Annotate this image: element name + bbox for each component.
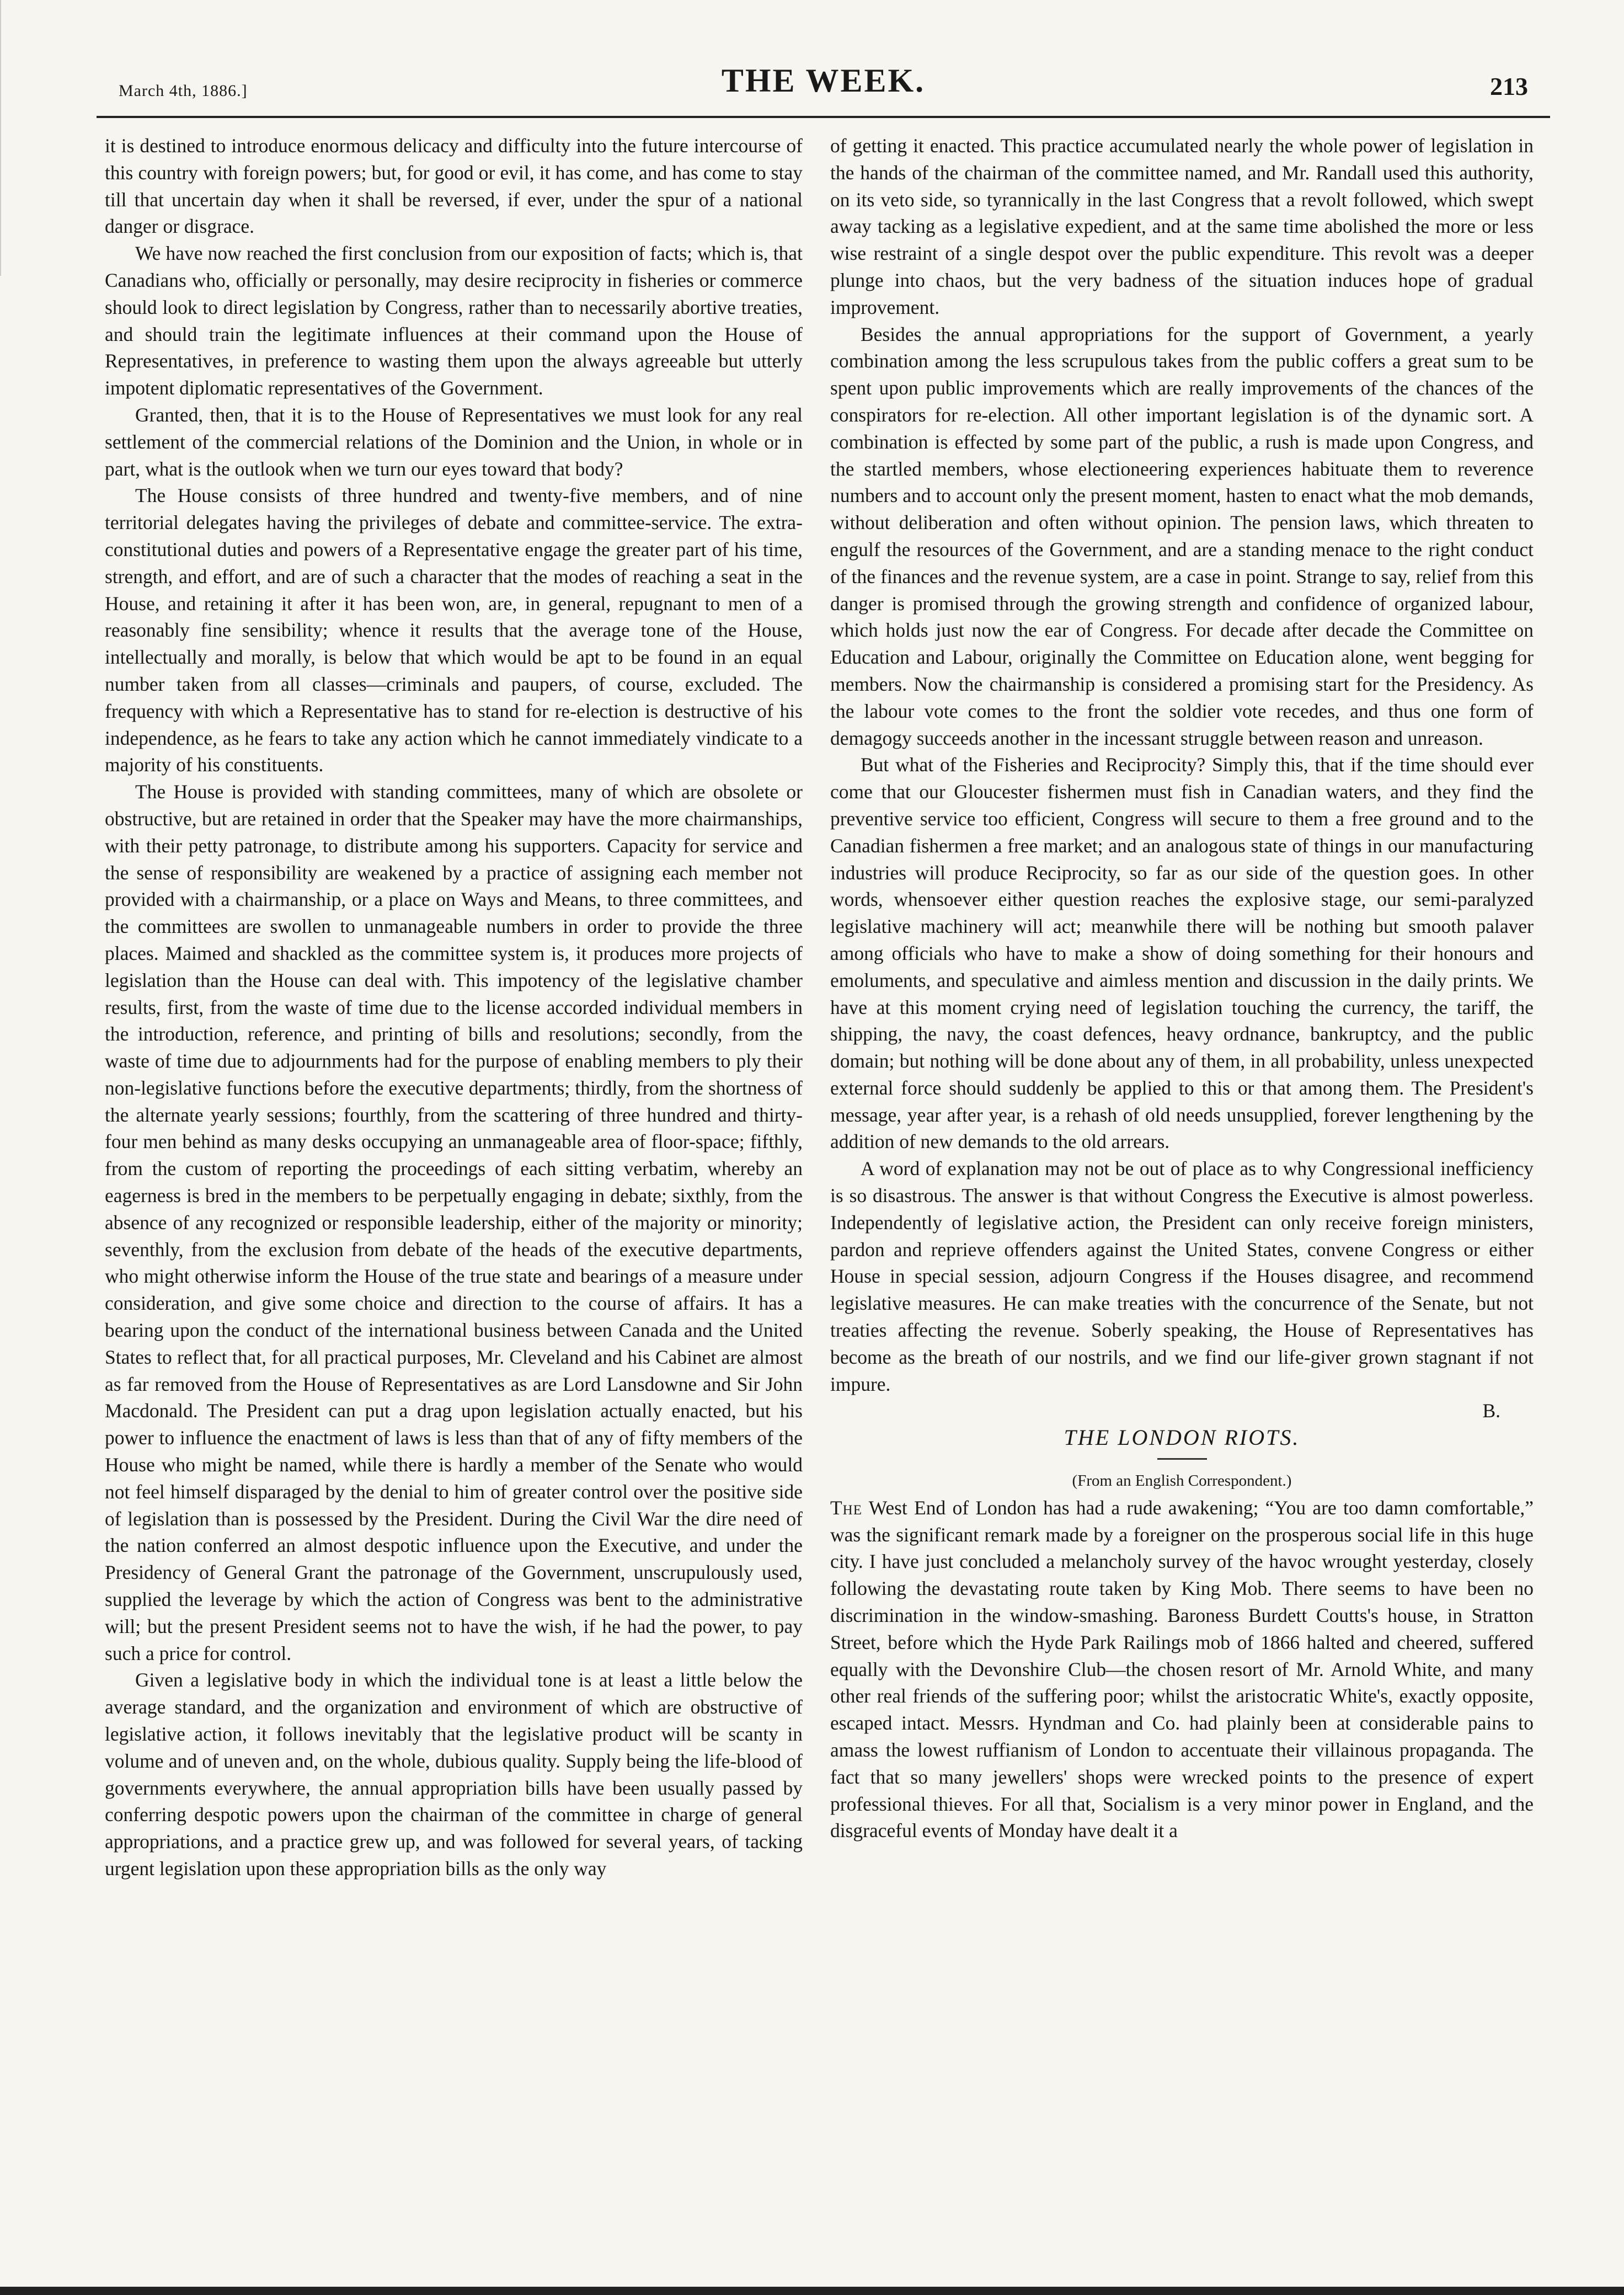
header-rule <box>97 116 1550 118</box>
lead-word: The <box>830 1496 863 1519</box>
paragraph: of getting it enacted. This practice accumulated nearly the whole power of legislation in the hands of the chairman of the committee named, and Mr. Randall used this authority, on its veto side, so tyrannically in the last Congress that a revolt followed, which swept away tacking as a legislative expedient, and at the same time abolished the more or less wise restraint of a single despot over the public expenditure. This revolt was a deeper plunge into chaos, but the very badness of the situation induces hope of gradual improvement. <box>830 135 1534 318</box>
right-column <box>830 132 1534 1844</box>
paragraph: The House consists of three hundred and twenty-five members, and of nine territorial delegates having the privileges of debate and committee-service. The extra-constitutional duties and powers of a Representative engage the greater part of his time, strength, and effort, and are of such a character that the modes of reaching a seat in the House, and retaining it after it has been won, are, in general, repugnant to men of a reasonably fine sensibility; whence it results that the average tone of the House, intellectually and morally, is below that which would be apt to be found in an equal number taken from all classes—criminals and paupers, of course, excluded. The frequency with which a Representative has to stand for re-election is destructive of his independence, as he fears to take any action which he cannot immediately vindicate to a majority of his constituents. <box>105 484 803 776</box>
article-title: THE LONDON RIOTS. <box>1064 1425 1300 1450</box>
paragraph: The House is provided with standing committees, many of which are obsolete or obstructive, but are retained in order that the Speaker may have the more chairmanships, with their petty patronage, to distribute among his supporters. Capacity for service and the sense of responsibility are weakened by a practice of assigning each member not provided with a chairmanship, or a place on Ways and Means, to three committees, and the committees are swollen to unmanageable numbers in order to provide the three places. Maimed and shackled as the committee system is, it produces more projects of legislation than the House can deal with. This impotency of the legislative chamber results, first, from the waste of time due to the license accorded individual members in the introduction, reference, and printing of bills and resolutions; secondly, from the waste of time due to adjournments had for the purpose of enabling members to ply their non-legislative functions before the executive departments; thirdly, from the shortness of the alternate yearly sessions; fourthly, from the scattering of three hundred and thirty-four men behind as many desks occupying an unmanageable area of floor-space; fifthly, from the custom of reporting the proceedings of each sitting verbatim, whereby an eagerness is bred in the members to be perpetually engaging in debate; sixthly, from the absence of any recognized or responsible leadership, either of the majority or minority; seventhly, from the exclusion from debate of the heads of the executive departments, who might otherwise inform the House of the true state and bearings of a measure under consideration, and give some choice and direction to the course of affairs. It has a bearing upon the conduct of the international business between Canada and the United States to reflect that, for all practical purposes, Mr. Cleveland and his Cabinet are almost as far removed from the House of Representatives as are Lord Lansdowne and Sir John Macdonald. The President can put a drag upon legislation actually enacted, but his power to influence the enactment of laws is less than that of any of fifty members of the House who might be named, while there is hardly a member of the Senate who would not feel himself disparaged by the denial to him of greater control over the positive side of legislation than is possessed by the President. During the Civil War the dire need of the nation conferred an almost despotic influence upon the Executive, and under the Presidency of General Grant the patronage of the Government, unscrupulously used, supplied the leverage by which the action of Congress was bent to the administrative will; but the present President seems not to have the wish, if he had the power, to pay such a price for control. <box>105 781 803 1664</box>
page-header <box>97 61 1550 110</box>
paragraph <box>830 1495 1534 1844</box>
author-signature: B. <box>1482 1400 1500 1422</box>
bottom-edge <box>0 2287 1624 2295</box>
paragraph: it is destined to introduce enormous delicacy and difficulty into the future intercourse of this country with foreign powers; but, for good or evil, it has come, and has come to stay till that uncertain day when it shall be reversed, if ever, under the spur of a national danger or disgrace. <box>105 135 803 238</box>
publication-title: THE WEEK. <box>721 62 926 99</box>
title-rule <box>1157 1458 1207 1460</box>
page-number: 213 <box>1490 72 1528 100</box>
signature-line <box>830 1397 1534 1424</box>
article-body: West End of London has had a rude awakening; “You are too damn comfortable,” was the significant remark made by a foreigner on the prosperous social life in this huge city. I have just concluded a melancholy survey of the havoc wrought yesterday, closely following the devastating route taken by King Mob. There seems to have been no discrimination in the window-smashing. Baroness Burdett Coutts's house, in Stratton Street, before which the Hyde Park Railings mob of 1866 halted and cheered, suffered equally with the Devonshire Club—the chosen resort of Mr. Arnold White, and many other real friends of the suffering poor; whilst the aristocratic White's, exactly opposite, escaped intact. Messrs. Hyndman and Co. had plainly been at considerable pains to amass the lowest ruffianism of London to accentuate their villainous propaganda. The fact that so many jewellers' shops were wrecked points to the presence of expert professional thieves. For all that, Socialism is a very minor power in England, and the disgraceful events of Monday have dealt it a <box>830 1496 1534 1842</box>
left-column <box>105 132 803 1882</box>
article-byline: (From an English Correspondent.) <box>1072 1472 1292 1490</box>
scan-edge <box>0 0 34 276</box>
paragraph: Given a legislative body in which the individual tone is at least a little below the average standard, and the organization and environment of which are obstructive of legislative action, it follows inevitably that the legislative product will be scanty in volume and of uneven and, on the whole, dubious quality. Supply being the life-blood of governments everywhere, the annual appropriation bills have been usually passed by conferring despotic powers upon the chairman of the committee in charge of general appropriations, and a practice grew up, and was followed for several years, of tacking urgent legislation upon these appropriation bills as the only way <box>105 1669 803 1880</box>
paragraph: But what of the Fisheries and Reciprocity? Simply this, that if the time should ever come that our Gloucester fishermen must fish in Canadian waters, and they find the preventive service too efficient, Congress will secure to them a free ground and to the Canadian fishermen a free market; and an analogous state of things in our manufacturing industries will produce Reciprocity, so far as our side of the question goes. In other words, whensoever either question reaches the explosive stage, our semi-paralyzed legislative machinery will act; meanwhile there will be nothing but smooth palaver among officials who have to make a show of doing something for their honours and emoluments, and speculative and aimless mention and discussion in the daily prints. We have at this moment crying need of legislation touching the currency, the tariff, the shipping, the navy, the coast defences, heavy ordnance, bankruptcy, and the public domain; but nothing will be done about any of them, in all probability, unless unexpected external force should suddenly be applied to this or that among them. The President's message, year after year, is a rehash of old needs unsupplied, forever lengthening by the addition of new demands to the old arrears. <box>830 754 1534 1153</box>
paragraph: Besides the annual appropriations for the support of Government, a yearly combination among the less scrupulous takes from the public coffers a great sum to be spent upon public improvements which are really improvements of the chances of the conspirators for re-election. All other important legislation is of the dynamic sort. A combination is effected by some part of the public, a rush is made upon Congress, and the startled members, whose electioneering experiences habituate them to reverence numbers and to account only the present moment, hasten to enact what the mob demands, without deliberation and often without opinion. The pension laws, which threaten to engulf the resources of the Government, and are a standing menace to the right conduct of the finances and the revenue system, are a case in point. Strange to say, relief from this danger is promised through the growing strength and confidence of organized labour, which holds just now the ear of Congress. For decade after decade the Committee on Education and Labour, originally the Committee on Education alone, went begging for members. Now the chairmanship is considered a promising start for the Presidency. As the labour vote comes to the front the soldier vote recedes, and thus one form of demagogy succeeds another in the incessant struggle between reason and unreason. <box>830 323 1534 749</box>
paragraph: We have now reached the first conclusion from our exposition of facts; which is, that Canadians who, officially or personally, may desire reciprocity in fisheries or commerce should look to direct legislation by Congress, rather than to necessarily abortive treaties, and should train the legitimate influences at their command upon the House of Representatives, in preference to wasting them upon the always agreeable but utterly impotent diplomatic representatives of the Government. <box>105 242 803 399</box>
issue-date: March 4th, 1886.] <box>119 82 248 100</box>
paragraph: A word of explanation may not be out of place as to why Congressional inefficiency is so disastrous. The answer is that without Congress the Executive is almost powerless. Independently of legislative action, the President can only receive foreign ministers, pardon and reprieve offenders against the United States, convene Congress or either House in special session, adjourn Congress if the Houses disagree, and recommend legislative measures. He can make treaties with the concurrence of the Senate, but not treaties affecting the revenue. Soberly speaking, the House of Representatives has become as the breath of our nostrils, and we find our life-giver grown stagnant if not impure. <box>830 1157 1534 1395</box>
paragraph: Granted, then, that it is to the House of Representatives we must look for any real settlement of the commercial relations of the Dominion and the Union, in whole or in part, what is the outlook when we turn our eyes toward that body? <box>105 403 803 480</box>
